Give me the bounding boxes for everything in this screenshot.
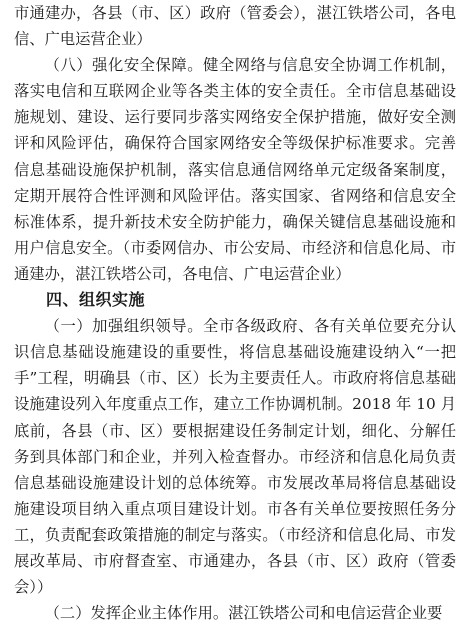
- intro-tail-paragraph: 市通建办，各县（市、区）政府（管委会），湛江铁塔公司，各电信、广电运营企业）: [14, 4, 456, 49]
- section-org-2-paragraph: （二）发挥企业主体作用。湛江铁塔公司和电信运营企业要: [44, 604, 443, 623]
- section-org-1-paragraph: （一）加强组织领导。全市各级政府、各有关单位要充分认识信息基础设施建设的重要性，将信息基础设施建设纳入“一把手”工程，明确县（市、区）长为主要责任人。市政府将信息基础设施建设列入年度重点工作，建立工作协调机制。2018 年 10 月底前，各县（市、区）要根据建设任务制定计划，细化、分解任务到具体部门和企业，并列入检查督办。市经济和信息化局负责信息基础设施建设计划的总体统筹。市发展改革局将信息基础设施建设项目纳入重点项目建设计划。市各有关单位要按照任务分工，负责配套政策措施的制定与落实。（市经济和信息化局、市发展改革局、市府督查室、市通建办，各县（市、区）政府（管委会））: [14, 317, 456, 597]
- section-heading-4: 四、组织实施: [46, 290, 146, 310]
- section-8-paragraph: （八）强化安全保障。健全网络与信息安全协调工作机制，落实电信和互联网企业等各类主体的安全责任。全市信息基础设施规划、建设、运行要同步落实网络安全保护措施，做好安全测评和风险评估，确保符合国家网络安全等级保护标准要求。完善信息基础设施保护机制，落实信息通信网络单元定级备案制度，定期开展符合性评测和风险评估。落实国家、省网络和信息安全标准体系，提升新技术安全防护能力，确保关键信息基础设施和用户信息安全。（市委网信办、市公安局、市经济和信息化局、市通建办，湛江铁塔公司，各电信、广电运营企业）: [14, 56, 456, 283]
